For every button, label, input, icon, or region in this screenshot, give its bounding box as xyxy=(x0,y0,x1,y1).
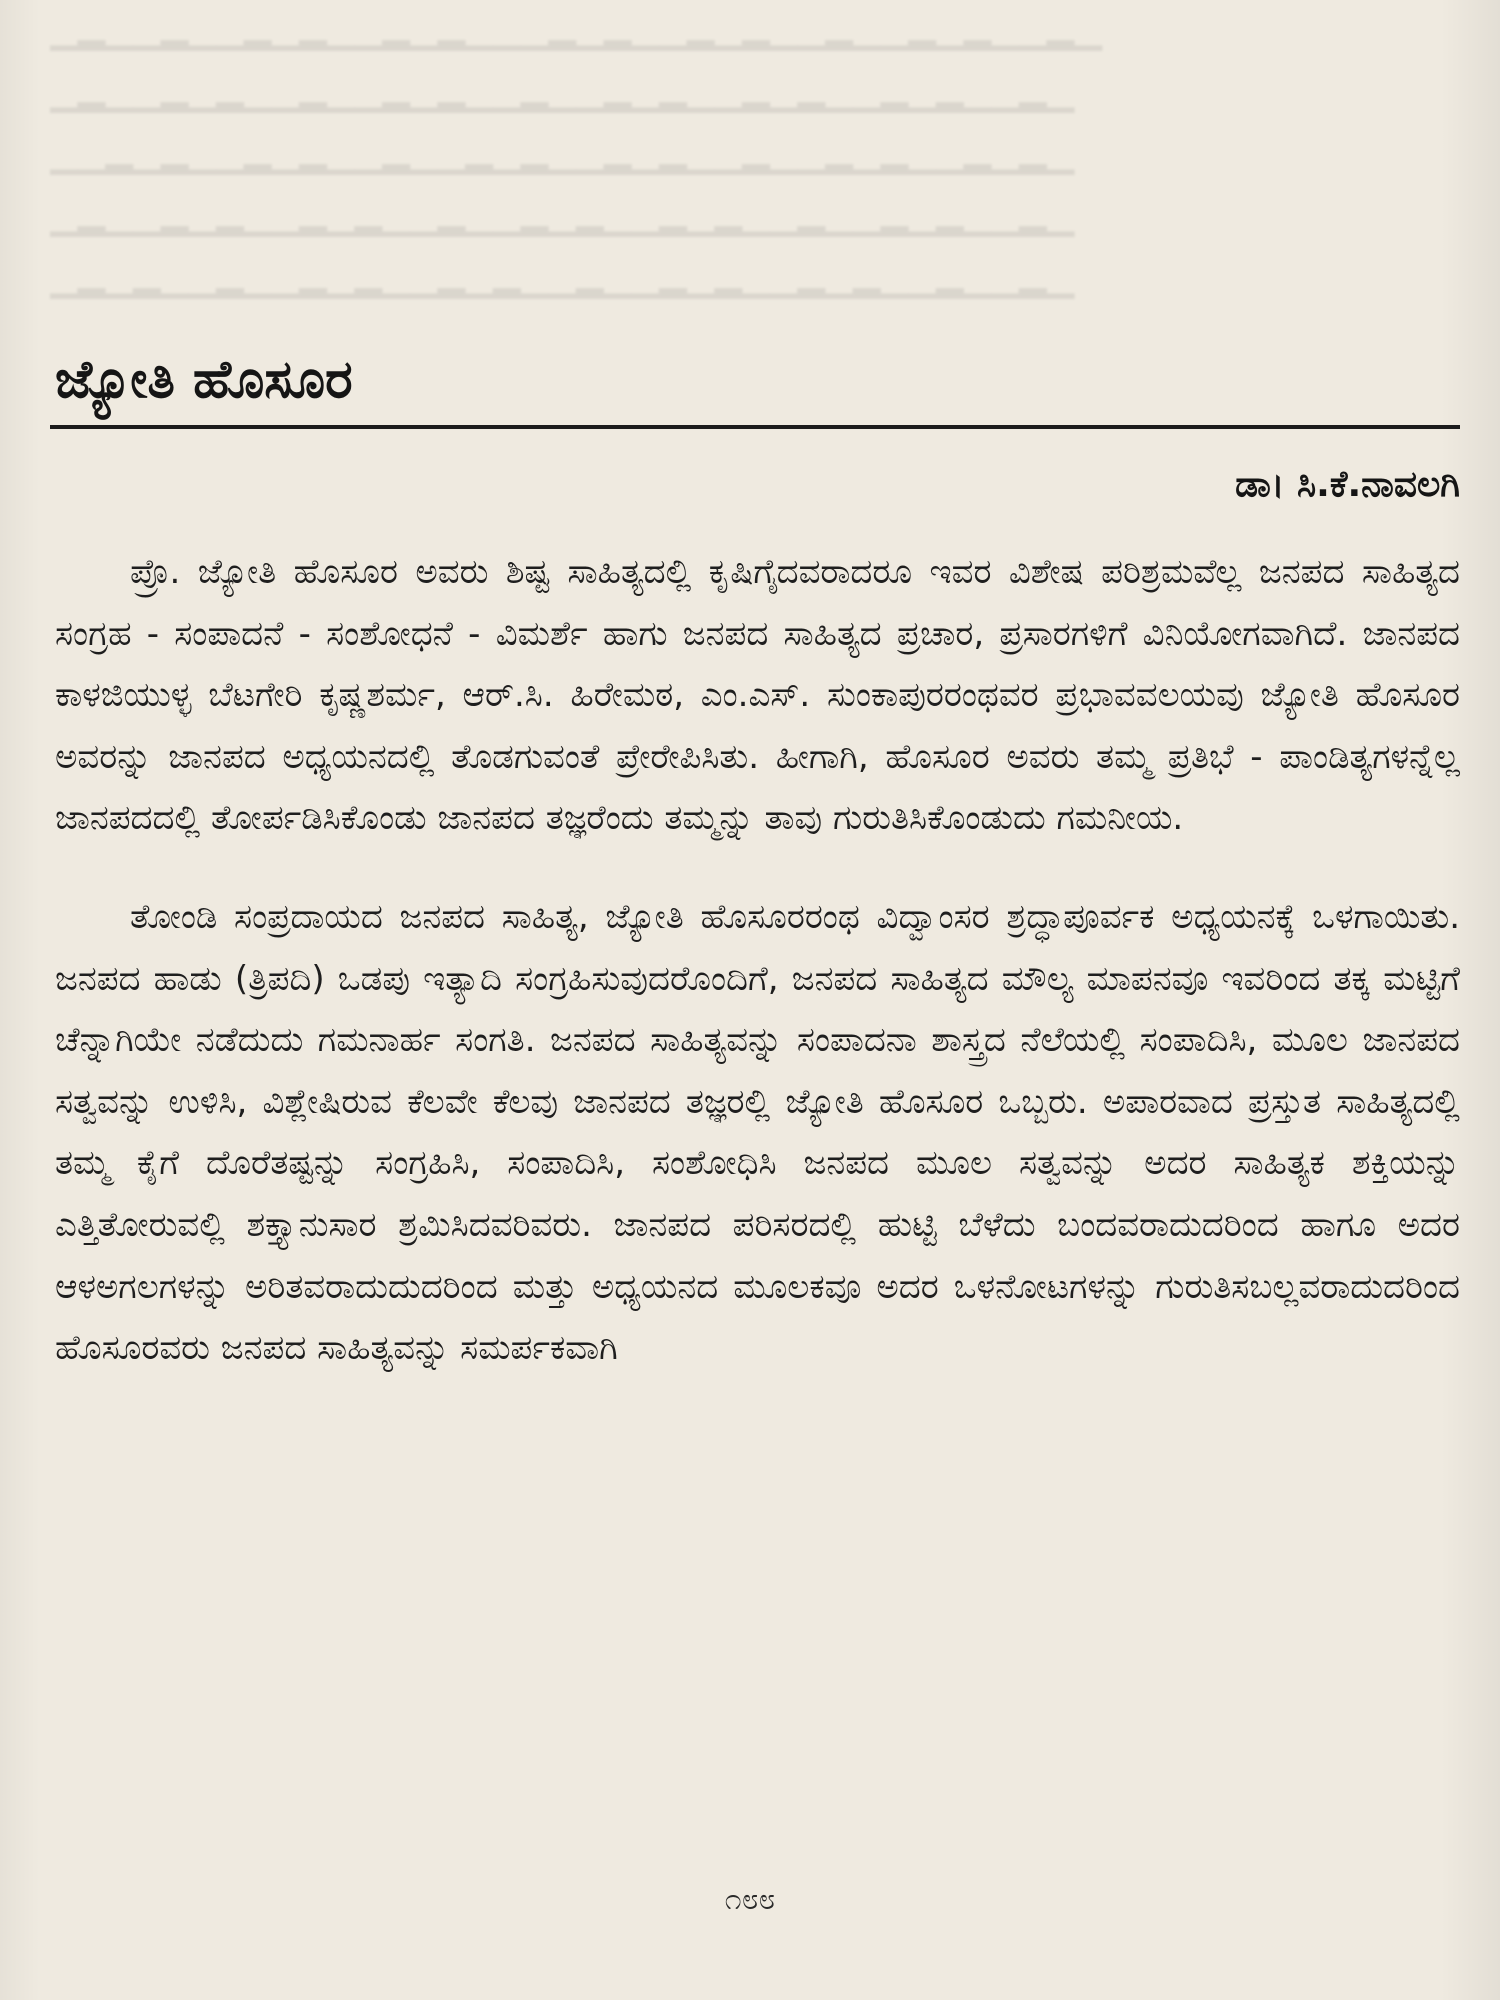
author-name: ಡಾ। ಸಿ.ಕೆ.ನಾವಲಗಿ xyxy=(1235,464,1460,505)
title-rule xyxy=(50,425,1460,429)
article-title: ಜ್ಯೋತಿ ಹೊಸೂರ xyxy=(55,350,353,410)
body-paragraph: ಪ್ರೊ. ಜ್ಯೋತಿ ಹೊಸೂರ ಅವರು ಶಿಷ್ಟ ಸಾಹಿತ್ಯದಲ್ಲಿ ಕೃಷಿಗೈದವರಾದರೂ ಇವರ ವಿಶೇಷ ಪರಿಶ್ರಮವೆಲ್ಲ ಜನಪದ ಸಾಹಿತ್ಯದ ಸಂಗ್ರಹ - ಸಂಪಾದನೆ - ಸಂಶೋಧನೆ - ವಿಮರ್ಶೆ ಹಾಗು ಜನಪದ ಸಾಹಿತ್ಯದ ಪ್ರಚಾರ, ಪ್ರಸಾರಗಳಿಗೆ ವಿನಿಯೋಗವಾಗಿದೆ. ಜಾನಪದ ಕಾಳಜಿಯುಳ್ಳ ಬೆಟಗೇರಿ ಕೃಷ್ಣಶರ್ಮ, ಆರ್.ಸಿ. ಹಿರೇಮಠ, ಎಂ.ಎಸ್. ಸುಂಕಾಪುರರಂಥವರ ಪ್ರಭಾವವಲಯವು ಜ್ಯೋತಿ ಹೊಸೂರ ಅವರನ್ನು ಜಾನಪದ ಅಧ್ಯಯನದಲ್ಲಿ ತೊಡಗುವಂತೆ ಪ್ರೇರೇಪಿಸಿತು. ಹೀಗಾಗಿ, ಹೊಸೂರ ಅವರು ತಮ್ಮ ಪ್ರತಿಭೆ - ಪಾಂಡಿತ್ಯಗಳನ್ನೆಲ್ಲ ಜಾನಪದದಲ್ಲಿ ತೋರ್ಪಡಿಸಿಕೊಂಡು ಜಾನಪದ ತಜ್ಞರೆಂದು ತಮ್ಮನ್ನು ತಾವು ಗುರುತಿಸಿಕೊಂಡುದು ಗಮನೀಯ. xyxy=(55,552,1460,839)
page-number: ೧೮೮ xyxy=(724,1882,776,1917)
body-paragraph: ತೋಂಡಿ ಸಂಪ್ರದಾಯದ ಜನಪದ ಸಾಹಿತ್ಯ, ಜ್ಯೋತಿ ಹೊಸೂರರಂಥ ವಿದ್ವಾಂಸರ ಶ್ರದ್ಧಾಪೂರ್ವಕ ಅಧ್ಯಯನಕ್ಕೆ ಒಳಗಾಯಿತು. ಜನಪದ ಹಾಡು (ತ್ರಿಪದಿ) ಒಡಪು ಇತ್ಯಾದಿ ಸಂಗ್ರಹಿಸುವುದರೊಂದಿಗೆ, ಜನಪದ ಸಾಹಿತ್ಯದ ಮೌಲ್ಯ ಮಾಪನವೂ ಇವರಿಂದ ತಕ್ಕ ಮಟ್ಟಿಗೆ ಚೆನ್ನಾಗಿಯೇ ನಡೆದುದು ಗಮನಾರ್ಹ ಸಂಗತಿ. ಜನಪದ ಸಾಹಿತ್ಯವನ್ನು ಸಂಪಾದನಾ ಶಾಸ್ತ್ರದ ನೆಲೆಯಲ್ಲಿ ಸಂಪಾದಿಸಿ, ಮೂಲ ಜಾನಪದ ಸತ್ವವನ್ನು ಉಳಿಸಿ, ವಿಶ್ಲೇಷಿರುವ ಕೆಲವೇ ಕೆಲವು ಜಾನಪದ ತಜ್ಞರಲ್ಲಿ ಜ್ಯೋತಿ ಹೊಸೂರ ಒಬ್ಬರು. ಅಪಾರವಾದ ಪ್ರಸ್ತುತ ಸಾಹಿತ್ಯದಲ್ಲಿ ತಮ್ಮ ಕೈಗೆ ದೊರೆತಷ್ಟನ್ನು ಸಂಗ್ರಹಿಸಿ, ಸಂಪಾದಿಸಿ, ಸಂಶೋಧಿಸಿ ಜನಪದ ಮೂಲ ಸತ್ವವನ್ನು ಅದರ ಸಾಹಿತ್ಯಕ ಶಕ್ತಿಯನ್ನು ಎತ್ತಿತೋರುವಲ್ಲಿ ಶಕ್ತ್ಯಾನುಸಾರ ಶ್ರಮಿಸಿದವರಿವರು. ಜಾನಪದ ಪರಿಸರದಲ್ಲಿ ಹುಟ್ಟಿ ಬೆಳೆದು ಬಂದವರಾದುದರಿಂದ ಹಾಗೂ ಅದರ ಆಳಅಗಲಗಳನ್ನು ಅರಿತವರಾದುದುದರಿಂದ ಮತ್ತು ಅಧ್ಯಯನದ ಮೂಲಕವೂ ಅದರ ಒಳನೋಟಗಳನ್ನು ಗುರುತಿಸಬಲ್ಲವರಾದುದರಿಂದ ಹೊಸೂರವರು ಜನಪದ ಸಾಹಿತ್ಯವನ್ನು ಸಮರ್ಪಕವಾಗಿ xyxy=(55,896,1460,1369)
article-body xyxy=(55,542,1460,1380)
show-through-text: ▁▂▁▁▂▁▁▂▁▂▁▁▂▁▂▁▁▁▂▁▂▁▁▂▁▂▁▁▂▁▁▂▁▂▁▁▂▁ ▁▂▁▁▂▁▂▁▁▂▁▁▂▁▂▁▁▂▁▁▂▁▂▁▁▂▁▂▁▁▂▁▂▁▁▂▁ ▁▁▂▁▂▁▁▂▁▂▁▁▂▁▁▂▁▂▁▁▂▁▂▁▁▂▁▁▂▁▂▁▁▂▁▂▁ ▁▂▁▁▂▁▂▁▁▂▁▂▁▁▂▁▁▂▁▂▁▁▂▁▂▁▁▂▁▁▂▁▂▁▁▂▁ ▁▂▁▂▁▁▂▁▁▂▁▂▁▁▂▁▂▁▁▂▁▁▂▁▂▁▁▂▁▂▁▁▂▁▁▂▁ xyxy=(50,10,1103,299)
